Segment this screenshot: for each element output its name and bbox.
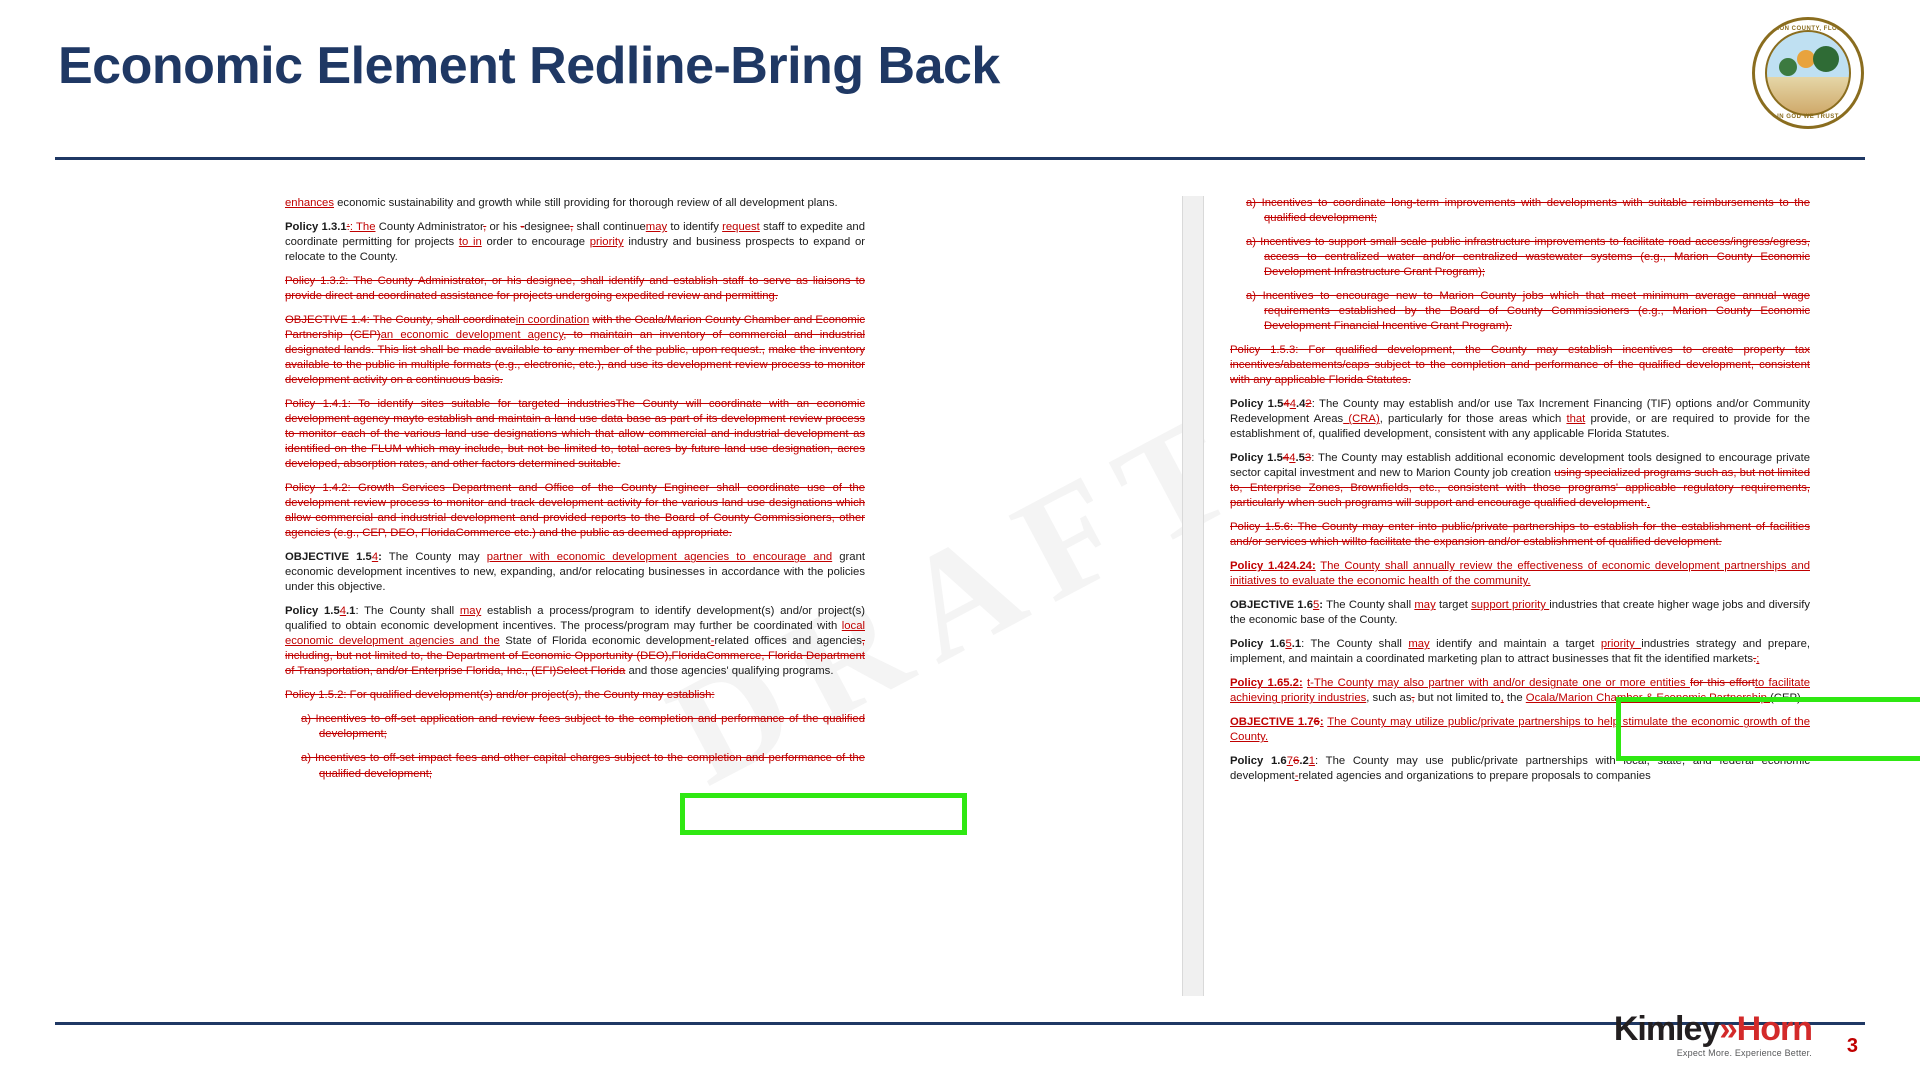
paragraph-policy-1-5-6: Policy 1.5.6: The County may enter into public/private partnerships to establish for the establishment of facilities and/or services which willto facilitate the expansion and/or establishment of qualified development. [1230,521,1810,549]
paragraph-list-a-1: a) Incentives to off-set application and review fees subject to the completion and performance of the qualified development; [301,713,865,741]
seal-bottom-text: IN GOD WE TRUST [1777,114,1839,120]
paragraph-list-b-1: a) Incentives to coordinate long-term improvements with developments with suitable reimbursements to the qualified development; [1246,197,1810,225]
logo-horn-text: Horn [1736,1010,1812,1048]
tree-icon [1813,46,1839,72]
logo-kimley-text: Kimley [1613,1010,1720,1048]
paragraph-p-enhances: enhances economic sustainability and growth while still providing for thorough review of all development plans. [285,197,838,209]
document-page [230,196,1810,996]
paragraph-policy-1-5-5: Policy 1.544.53: The County may establish additional economic development tools designed to encourage private sector capital investment and new to Marion County job creation using specialized programs such as, but not limited to, Enterprise Zones, Brownfields, etc., consistent with those programs' applicable regulatory requirements, particularly when such programs will support and encourage qualified development.. [1230,452,1810,510]
logo-chevron-icon: » [1719,1010,1737,1047]
page-title: Economic Element Redline-Bring Back [58,37,1000,95]
paragraph-policy-1-7-6-2-1: Policy 1.676.21: The County may use public/private partnerships with local, state, and federal economic development-related agencies and organizations to prepare proposals to companies [1230,755,1810,783]
paragraph-policy-1-3-1: Policy 1.3.1:: The County Administrator, or his -designee, shall continuemay to identify request staff to expedite and coordinate permitting for projects to in order to encourage priority industry and business prospects to expand or relocate to the County. [285,221,865,264]
document-column-right [1230,196,1810,996]
paragraph-objective-1-6: OBJECTIVE 1.65: The County shall may target support priority industries that create higher wage jobs and diversify the economic base of the County. [1230,599,1810,627]
document-column-left [285,196,865,996]
tree-small-icon [1779,58,1797,76]
paragraph-policy-1-4-2: Policy 1.4.2: Growth Services Department and Office of the County Engineer shall coordinate use of the development review process to monitor and track development activity for the various land use designations which allow commercial and industrial development and provided reports to the Board of County Commissioners, other agencies (e.g., CEP, DEO, FloridaCommerce etc.) and the public as deemed appropriate. [285,482,865,540]
header-divider [55,157,1865,160]
paragraph-policy-1-4-1: Policy 1.4.1: To identify sites suitable for targeted industriesThe County will coordinate with an economic development agency mayto establish and maintain a land use data base as part of its development review process to monitor each of the various land use designations which that allow commercial and industrial development as identified on the FLUM which may include, but not be limited to, total acres by future land use designation, acres developed, absorption rates, and other factors determined suitable. [285,398,865,471]
paragraph-objective-1-4: OBJECTIVE 1.4: The County, shall coordinatein coordination with the Ocala/Marion County Chamber and Economic Partnership (CEP)an economic development agency, to maintain an inventory of commercial and industrial designated lands. This list shall be made available to any member of the public, upon request., make the inventory available to the public in multiple formats (e.g., electronic, etc.), and use its development review process to monitor development activity on a continuous basis. [285,314,865,387]
footer-divider [55,1022,1865,1025]
paragraph-policy-1-5-3: Policy 1.5.3: For qualified development, the County may establish incentives to create property tax incentives/abatements/caps subject to the completion and performance of the qualified development, consistent with any applicable Florida Statutes. [1230,344,1810,387]
paragraph-list-a-2: a) Incentives to off-set impact fees and other capital charges subject to the completion and performance of the qualified development; [301,752,865,780]
kimley-horn-logo [1614,1012,1812,1058]
page-gutter [1182,196,1204,996]
paragraph-policy-1-5-4: Policy 1.544.42: The County may establish and/or use Tax Increment Financing (TIF) options and/or Community Redevelopment Areas (CRA), particularly for those areas which that provide, or are required to provide for the establishment of, qualified development, consistent with any applicable Florida Statutes. [1230,398,1810,441]
paragraph-policy-1-5-1: Policy 1.54.1: The County shall may establish a process/program to identify development(s) and/or project(s) qualified to obtain economic development incentives. The process/program may further be coordinated with local economic development agencies and the State of Florida economic development-related offices and agencies, including, but not limited to, the Department of Economic Opportunity (DEO),FloridaCommerce, Florida Department of Transportation, and/or Enterprise Florida, Inc., (EFI)Select Florida and those agencies' qualifying programs. [285,605,865,678]
paragraph-list-b-3: a) Incentives to encourage new to Marion County jobs which that meet minimum average annual wage requirements established by the Board of County Commissioners (e.g., Marion County Economic Development Financial Incentive Grant Program). [1246,290,1810,333]
paragraph-policy-1-3-2: Policy 1.3.2: The County Administrator, or his designee, shall identify and establish staff to serve as liaisons to provide direct and coordinated assistance for projects undergoing expedited review and permitting. [285,275,865,303]
seal-inner-graphic [1765,30,1851,116]
paragraph-objective-1-7: OBJECTIVE 1.76: The County may utilize public/private partnerships to help stimulate the economic growth of the County. [1230,716,1810,744]
marion-county-seal-icon [1752,17,1864,129]
seal-top-text: MARION COUNTY, FLORIDA [1762,26,1854,32]
paragraph-policy-1-24-24: Policy 1.424.24: The County shall annually review the effectiveness of economic development partnerships and initiatives to evaluate the economic health of the community. [1230,560,1810,588]
paragraph-list-b-2: a) Incentives to support small scale public infrastructure improvements to facilitate road access/ingress/egress, access to centralized water and/or centralized wastewater systems (e.g., Marion County Economic Development Infrastructure Grant Program); [1246,236,1810,279]
paragraph-policy-1-5-2: Policy 1.5.2: For qualified development(s) and/or project(s), the County may establish: [285,689,715,702]
logo-tagline: Expect More. Experience Better. [1676,1048,1812,1058]
paragraph-policy-1-6-1: Policy 1.65.1: The County shall may identify and maintain a target priority industries strategy and prepare, implement, and maintain a coordinated marketing plan to attract businesses that fit the identified markets.; [1230,638,1810,666]
paragraph-policy-1-6-5-2: Policy 1.65.2: t-The County may also partner with and/or designate one or more entities for this effortto facilitate achieving priority industries, such as, but not limited to, the Ocala/Marion Chamber & Economic Partnership (CEP). [1230,677,1810,705]
page-number: 3 [1846,1035,1858,1057]
paragraph-objective-1-5: OBJECTIVE 1.54: The County may partner with economic development agencies to encourage and grant economic development incentives to new, expanding, and/or relocating businesses in accordance with the policies under this objective. [285,551,865,594]
